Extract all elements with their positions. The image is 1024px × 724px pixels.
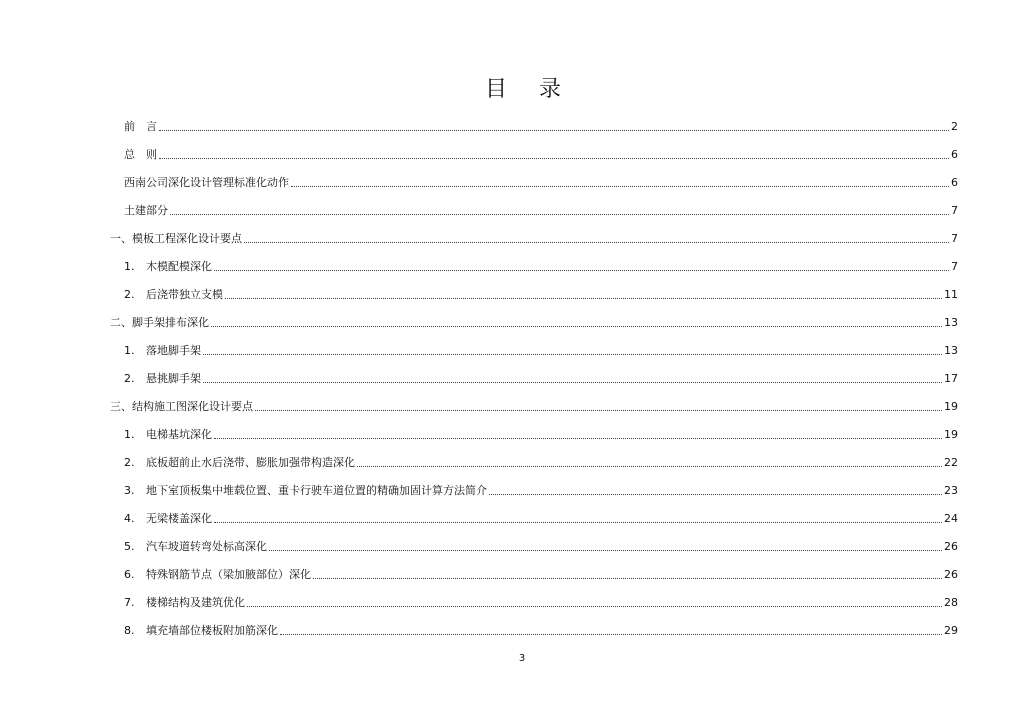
dot-leader — [203, 381, 942, 383]
dot-leader — [159, 129, 949, 131]
toc-entry-page: 28 — [944, 596, 958, 609]
toc-entry-label — [124, 512, 212, 526]
dot-leader — [291, 185, 949, 187]
toc-entry[interactable] — [124, 274, 958, 302]
toc-entry[interactable] — [110, 386, 958, 414]
toc-entry-text: 填充墙部位楼板附加筋深化 — [146, 624, 278, 637]
dot-leader — [489, 493, 942, 495]
toc-entry-label — [124, 344, 201, 358]
toc-entry[interactable] — [124, 498, 958, 526]
toc-entry-number: 1. — [124, 344, 135, 357]
toc-entry-page: 23 — [944, 484, 958, 497]
toc-entry[interactable] — [110, 218, 958, 246]
toc-entry[interactable] — [124, 358, 958, 386]
toc-entry-label — [110, 316, 209, 330]
toc-entry[interactable] — [124, 414, 958, 442]
dot-leader — [255, 409, 942, 411]
toc-entry-text: 楼梯结构及建筑优化 — [146, 596, 245, 609]
toc-entry-label — [124, 540, 267, 554]
toc-entry-number: 5. — [124, 540, 135, 553]
toc-entry[interactable] — [124, 330, 958, 358]
toc-entry-text: 总 则 — [124, 148, 157, 161]
toc-entry-text: 土建部分 — [124, 204, 168, 217]
toc-entry-label — [110, 232, 242, 246]
dot-leader — [357, 465, 942, 467]
toc-entry-label — [110, 400, 253, 414]
toc-entry-text: 无梁楼盖深化 — [146, 512, 212, 525]
dot-leader — [247, 605, 942, 607]
toc-entry-text: 汽车坡道转弯处标高深化 — [146, 540, 267, 553]
toc-entry[interactable] — [124, 610, 958, 638]
toc-entry[interactable] — [124, 190, 958, 218]
toc-entry[interactable] — [124, 106, 958, 134]
toc-entry[interactable] — [124, 442, 958, 470]
toc-entry-label — [124, 176, 289, 190]
toc-entry-page: 6 — [951, 148, 958, 161]
toc-entry-label — [124, 428, 212, 442]
toc-entry-label — [124, 288, 223, 302]
toc-entry[interactable] — [110, 302, 958, 330]
toc-entry-label — [124, 260, 212, 274]
dot-leader — [225, 297, 942, 299]
toc-entry-page: 7 — [951, 204, 958, 217]
dot-leader — [280, 633, 942, 635]
toc-entry-number: 2. — [124, 372, 135, 385]
dot-leader — [203, 353, 942, 355]
toc-entry-text: 二、脚手架排布深化 — [110, 316, 209, 329]
toc-entry-text: 悬挑脚手架 — [146, 372, 201, 385]
toc-title-char-1: 目 — [484, 77, 509, 102]
toc-entry-label — [124, 456, 355, 470]
toc-entry[interactable] — [124, 470, 958, 498]
toc-entry-label — [124, 596, 245, 610]
toc-entry-text: 西南公司深化设计管理标准化动作 — [124, 176, 289, 189]
toc-entry-number: 7. — [124, 596, 135, 609]
toc-entry-number: 2. — [124, 288, 135, 301]
dot-leader — [214, 269, 949, 271]
toc-entry-text: 一、模板工程深化设计要点 — [110, 232, 242, 245]
toc-entry-number: 6. — [124, 568, 135, 581]
toc-entry-text: 木模配模深化 — [146, 260, 212, 273]
toc-entry-page: 26 — [944, 540, 958, 553]
toc-entry[interactable] — [124, 162, 958, 190]
toc-entry-page: 22 — [944, 456, 958, 469]
toc-entry-number: 8. — [124, 624, 135, 637]
dot-leader — [313, 577, 942, 579]
toc-entry-page: 29 — [944, 624, 958, 637]
toc-entry-number: 3. — [124, 484, 135, 497]
toc-entry-label — [124, 148, 157, 162]
toc-entry-number: 1. — [124, 260, 135, 273]
toc-entry[interactable] — [124, 246, 958, 274]
toc-entry-text: 落地脚手架 — [146, 344, 201, 357]
toc-entry-page: 24 — [944, 512, 958, 525]
toc-entry-label — [124, 568, 311, 582]
toc-entry-text: 特殊钢筋节点（梁加腋部位）深化 — [146, 568, 311, 581]
toc-entry-page: 13 — [944, 316, 958, 329]
dot-leader — [159, 157, 949, 159]
toc-entry-label — [124, 484, 487, 498]
toc-entry-text: 底板超前止水后浇带、膨胀加强带构造深化 — [146, 456, 355, 469]
toc-entry-page: 17 — [944, 372, 958, 385]
toc-entry[interactable] — [124, 554, 958, 582]
toc-entry-page: 7 — [951, 232, 958, 245]
toc-entry-page: 11 — [944, 288, 958, 301]
toc-entry-label — [124, 204, 168, 218]
toc-title-char-2: 录 — [539, 77, 564, 102]
toc-title — [0, 72, 1024, 103]
toc-entry-number: 4. — [124, 512, 135, 525]
toc-entry-page: 6 — [951, 176, 958, 189]
toc-entry-label — [124, 120, 157, 134]
toc-entry-page: 26 — [944, 568, 958, 581]
toc-entry-page: 13 — [944, 344, 958, 357]
toc-entry[interactable] — [124, 526, 958, 554]
toc-entry-page: 19 — [944, 400, 958, 413]
toc-entry-page: 2 — [951, 120, 958, 133]
dot-leader — [170, 213, 949, 215]
toc-entry-text: 三、结构施工图深化设计要点 — [110, 400, 253, 413]
toc-entry-text: 前 言 — [124, 120, 157, 133]
toc-entry-number: 1. — [124, 428, 135, 441]
toc-entry-page: 7 — [951, 260, 958, 273]
toc-entry-label — [124, 372, 201, 386]
toc-entry[interactable] — [124, 134, 958, 162]
dot-leader — [214, 521, 942, 523]
page-number: 3 — [518, 653, 526, 664]
dot-leader — [214, 437, 942, 439]
dot-leader — [211, 325, 942, 327]
dot-leader — [244, 241, 949, 243]
toc-entry-page: 19 — [944, 428, 958, 441]
toc-entry[interactable] — [124, 582, 958, 610]
toc-entry-text: 后浇带独立支模 — [146, 288, 223, 301]
toc-entry-label — [124, 624, 278, 638]
toc-entry-number: 2. — [124, 456, 135, 469]
toc-entry-text: 电梯基坑深化 — [146, 428, 212, 441]
dot-leader — [269, 549, 942, 551]
toc-entry-text: 地下室顶板集中堆载位置、重卡行驶车道位置的精确加固计算方法简介 — [146, 484, 487, 497]
